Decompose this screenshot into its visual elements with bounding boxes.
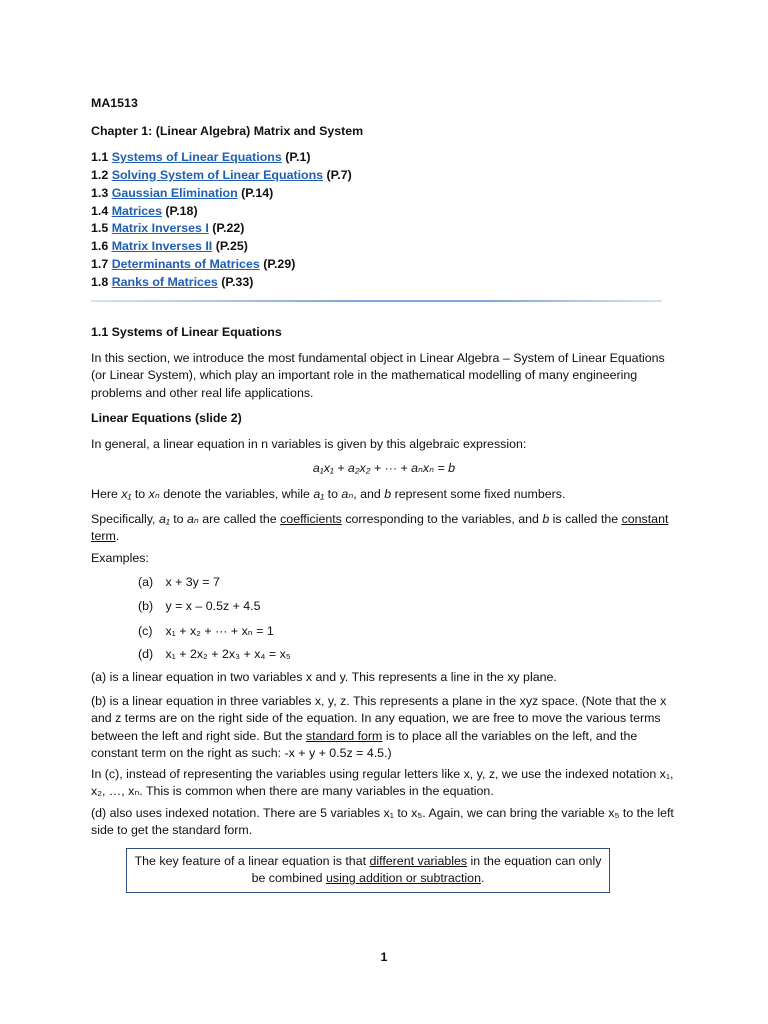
toc-link[interactable]: Matrix Inverses II [111,239,213,253]
toc-item [91,221,244,235]
toc-number: 1.6 [91,239,109,253]
underlined-term: using addition or subtraction [325,871,481,886]
text-run: . [480,871,485,886]
text-run: (b) is a linear equation in three variables x, y, z. This represents a plane in the xyz space. (Note that the x and z terms are on the right side of the equation. In any equation, we are free to move the various terms between the left and right side. But the [91,694,667,743]
example-equation [138,599,261,613]
toc-item [91,204,198,218]
toc-page: (P.18) [165,204,198,218]
example-equation [138,647,291,661]
text-run: The key feature of a linear equation is that [134,854,370,868]
toc-item [91,150,310,164]
text-run: Here [91,487,122,501]
toc-number: 1.1 [91,150,109,164]
toc-link[interactable]: Solving System of Linear Equations [111,168,324,182]
math-var: x₁ [121,487,132,501]
toc-link[interactable]: Gaussian Elimination [111,186,238,200]
section-divider [91,300,662,302]
text-run: . [115,529,120,544]
text-run: is called the [549,512,622,526]
toc-number: 1.5 [91,221,109,235]
chapter-title: Chapter 1: (Linear Algebra) Matrix and System [91,124,364,138]
toc-page: (P.33) [221,275,254,289]
toc-link[interactable]: Ranks of Matrices [111,275,218,289]
underlined-term: constant term [91,512,669,544]
text-run: to [131,487,149,501]
text-run: denote the variables, while [159,487,314,501]
toc-link[interactable]: Matrix Inverses I [111,221,209,235]
toc-item [91,239,248,253]
underlined-term: standard form [305,728,383,743]
toc-page: (P.22) [212,221,245,235]
example-label: (d) [138,647,154,661]
text-run: represent some fixed numbers. [391,487,566,501]
math-var: b [542,512,550,526]
examples-label: Examples: [91,551,149,565]
general-paragraph: In general, a linear equation in n variables is given by this algebraic expression: [91,437,527,451]
toc-link[interactable]: Determinants of Matrices [111,257,260,271]
example-text: x + 3y = 7 [165,575,220,589]
math-var: b [384,487,392,501]
example-label: (a) [138,575,154,589]
toc-page: (P.29) [263,257,296,271]
math-var: a₁ [158,512,170,526]
explanation-d: (d) also uses indexed notation. There are 5 variables x₁ to x₅. Again, we can bring the variable x₅ to the left side to get the standard form. [91,806,674,838]
toc-number: 1.2 [91,168,109,182]
underlined-term: different variables [369,854,468,868]
underlined-term: coefficients [280,512,342,526]
toc-number: 1.8 [91,275,109,289]
course-code: MA1513 [91,96,138,110]
example-label: (b) [138,599,154,613]
text-run: are called the [198,512,281,526]
example-equation [138,623,274,638]
text-run: , and [353,487,385,501]
toc-item [91,275,253,289]
toc-page: (P.1) [285,150,311,164]
explanation-b [91,693,677,763]
text-run: to [324,487,342,501]
key-feature-box [126,848,610,893]
toc-item [91,186,273,200]
math-var: xₙ [148,487,160,501]
toc-number: 1.3 [91,186,109,200]
math-var: aₙ [341,487,354,501]
general-equation: a₁x₁ + a₂x₂ + ··· + aₙxₙ = b [312,461,456,475]
section-heading: 1.1 Systems of Linear Equations [91,325,282,339]
specifically-paragraph [91,511,677,546]
toc-link[interactable]: Matrices [111,204,162,218]
example-equation [138,575,220,589]
text-run: in the equation can only be combined [251,854,602,886]
explanation-c: In (c), instead of representing the variables using regular letters like x, y, z, we use the indexed notation x₁, x₂, …, xₙ. This is common when there are many variables in the equation. [91,767,674,799]
toc-item [91,257,295,271]
example-label: (c) [138,624,153,638]
toc-page: (P.14) [241,186,274,200]
text-run: is to place all the variables on the left, and the constant term on the right as such: -x + y + 0.5z = 4.5.) [91,728,638,761]
toc-number: 1.7 [91,257,109,271]
toc-page: (P.25) [215,239,248,253]
toc-item [91,168,352,182]
here-paragraph [91,486,677,503]
example-text: x₁ + 2x₂ + 2x₃ + x₄ = x₅ [165,647,291,661]
page-number: 1 [380,950,388,964]
text-run: to [169,512,187,526]
math-var: aₙ [186,512,199,526]
math-var: a₁ [313,487,325,501]
text-run: Specifically, [91,512,159,526]
toc-number: 1.4 [91,204,109,218]
toc-link[interactable]: Systems of Linear Equations [111,150,282,164]
subheading: Linear Equations (slide 2) [91,411,242,425]
example-text: x₁ + x₂ + ··· + xₙ = 1 [165,624,274,638]
text-run: corresponding to the variables, and [341,512,543,526]
intro-paragraph: In this section, we introduce the most fundamental object in Linear Algebra – System of Linear Equations (or Linear System), which play an important role in the mathematical modelling of many engineering problems and other real life applications. [91,351,665,400]
toc-page: (P.7) [326,168,352,182]
example-text: y = x – 0.5z + 4.5 [165,599,261,613]
explanation-a: (a) is a linear equation in two variables x and y. This represents a line in the xy plane. [91,670,557,684]
